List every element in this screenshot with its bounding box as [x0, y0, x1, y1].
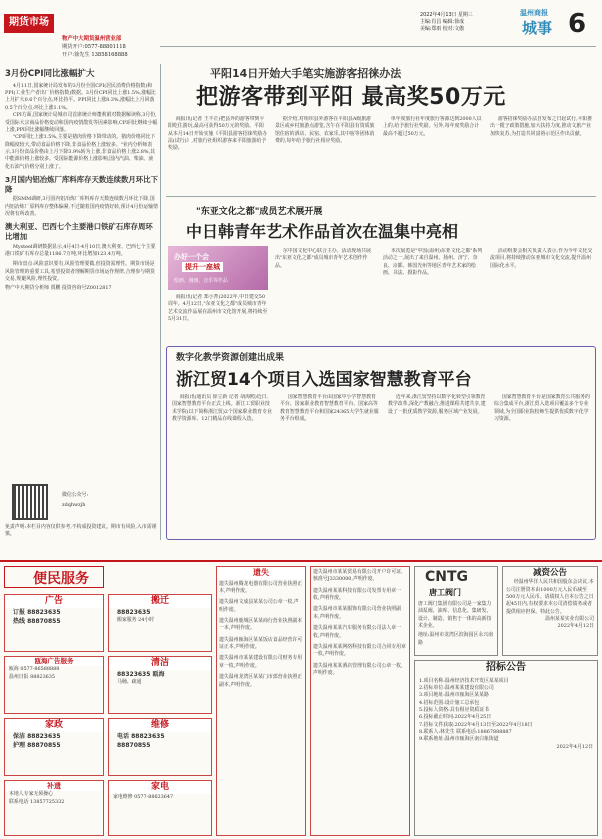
event-logo-line2: 提升一座城: [182, 262, 223, 272]
page-number: 6: [568, 9, 587, 39]
futures-phone: 期货开户:0577-88801118: [62, 44, 126, 50]
reduction-signature: 温州某某实业有限公司: [545, 616, 594, 623]
news-para-5: Mysteel调研数据显示,4月4日-4月10日,澳大利亚、巴西七个主要港口铁矿石库存总量1186.7万吨,环比增加123.4万吨。: [5, 243, 156, 257]
ad-box-7-line2: 88870855: [117, 742, 151, 750]
ad-box-5-line2: 搬家服务 24小时: [117, 617, 155, 624]
tender-date: 2022年4月12日: [556, 743, 593, 750]
qr-id: zdqhwzjh: [62, 502, 86, 508]
story1-title: 把游客带到平阳 最高奖50万元: [196, 85, 506, 110]
ad-box-2-line1: 瓯海 0577-86588888: [9, 666, 60, 673]
left-news-column: [5, 68, 158, 508]
news-headline-2: 3月国内铝冶炼厂库料库存天数连续数月环比下降: [5, 175, 158, 194]
event-logo-caption: 绘画、漫画、音乐等作品: [174, 278, 228, 284]
news-headline-1: 3月份CPI同比涨幅扩大: [5, 69, 95, 79]
event-logo: [168, 246, 268, 290]
ad-box-4-line2: 联系电话 13857725332: [9, 798, 65, 805]
analyst-credit: 物产中大期货分析师 贾鹏 投资咨询号Z0012817: [5, 285, 112, 292]
lost-notice-1: 遗失温州腾龙电器有限公司营业执照正本,声明作废。: [219, 580, 303, 594]
news-para-4: 据SMM调研,3月国内铝冶炼厂库料库存天数连续数月环比下降,国内铝冶炼厂原料库存整体偏紧,不过随着国内疫情好转,预计4月份运输情况将有所改善。: [5, 196, 158, 218]
lost-notices-title: 遗失: [217, 567, 305, 579]
tender-title: 招标公告: [486, 662, 526, 673]
tender-item-2: 2.招标单位:温州某某建设有限公司: [419, 684, 494, 691]
tender-item-8: 8.联系人:林先生 联系电话:18867888887: [419, 729, 512, 736]
story3-col1: 商报讯(通讯员 徐立新 记者 胡海鸥)近日,国家智慧教育平台正式上线。浙江工贸职业技术学院(以下简称浙江贸)2个国家职业教育专业教学资源库、12门精品在线课程入选。: [172, 394, 272, 423]
story2-col3: 本次展览是"中国(温州)东亚文化之都"系列活动之一,展出了来自温州、扬州、济宁、奈良、京都、韩国光州等地区青年艺术家的绘画、书法、摄影作品。: [383, 248, 483, 277]
notice-5: 遗失温州某某网络科技有限公司合同专用章一枚,声明作废。: [313, 643, 406, 658]
ad-box-1-line2: 热线 88870855: [13, 618, 61, 626]
services-title: 便民服务: [33, 571, 89, 587]
notice-1: 遗失温州市某某贸易有限公司开户许可证,核准号J3330000,声明作废。: [313, 569, 403, 583]
notice-3: 遗失温州市某某服饰有限公司营业执照副本,声明作废。: [313, 606, 402, 620]
editor-line: 主编:肖昌 编辑:徐成: [420, 19, 464, 26]
futures-banner: [0, 0, 160, 64]
futures-tag: 期货市场: [4, 14, 54, 33]
ad-box-7-line1: 电话 88823635: [117, 733, 165, 741]
story1-col1: 商报讯(记者 王丰正)把县外的游客带到平阳吃住游玩,最高可获得50万元的奖励。平阳从本月14日开始实施《平阳县游客招徕奖励办法(试行)》,对旅行社组织游客来平阳旅游给予奖励。: [168, 116, 268, 152]
tender-item-6: 6.投标截止时间:2022年4月25日: [419, 714, 492, 721]
story2-col2: 商报讯(记者 郑小菁)2022年,中日建交50周年。4月12日,"东亚文化之都"成员城市青年艺术交流作品展在温州市文化馆开展,将持续至5月31日。: [168, 294, 268, 323]
cntg-desc: 唐工阀门集团有限公司是一家集力油泵阀、油库、信息化、集研发、设计、制造、销售于一体的高新技术企业。: [418, 600, 492, 629]
story3-col2: 国家智慧教育平台由国家中小学智慧教育平台、国家职业教育智慧教育平台、国家高等教育智慧教育平台和国家24365大学生就业服务平台组成。: [280, 394, 379, 423]
lost-notice-2: 遗失温州文成县某某公司公章一枚,声明作废。: [219, 599, 299, 613]
tender-notice: [414, 660, 598, 836]
ad-box-8-line1: 家电维修 0577-88623647: [113, 794, 174, 801]
story3-col3: 近年来,浙江贸坚持以数字化转型引领教育教学改革,深化产教融合,推进课程共建共享,建设了一批优质教学资源,服务区域产业发展。: [388, 394, 486, 415]
ad-box-1-line1: 订报 88823635: [13, 609, 61, 617]
lost-notices-1: [216, 566, 306, 836]
futures-company: 物产中大期货温州营业部: [62, 36, 122, 42]
ad-box-7: [108, 718, 212, 776]
lost-notice-3: 遗失温州鹿城区某某商行营业执照副本一本,声明作废。: [219, 618, 303, 632]
ad-box-1-title: 广告: [5, 595, 103, 608]
lost-notice-5: 遗失温州市某某建设有限公司财务专用章一枚,声明作废。: [219, 655, 303, 669]
ad-box-3: [4, 718, 104, 776]
issue-date: 2022年4月13日 星期三: [420, 12, 473, 18]
news-headline-3: 澳大利亚、巴西七个主要港口铁矿石库存周环比增加: [5, 222, 153, 242]
event-logo-line1: 办好一个会: [174, 253, 209, 261]
ad-box-6-title: 清洁: [109, 657, 211, 670]
services-header: [4, 566, 104, 588]
story1-subtitle: 平阳14日开始大手笔实施游客招徕办法: [210, 67, 402, 80]
brand-top: 温州商报: [520, 9, 548, 17]
ad-box-3-line1: 保洁 88823635: [13, 733, 61, 741]
qr-code: [12, 484, 48, 520]
story1-col4: 游客招徕奖励办法自发布之日起试行,平阳推出一揽子政策措施,加大扶持力度,推动文旅产业加快复苏,为打造共同富裕示范区作出贡献。: [490, 116, 593, 137]
disclaimer: 免责声明:本栏目内容仅供参考,不构成投资建议。期市有风险,入市需谨慎。: [5, 524, 157, 538]
tender-item-7: 7.招标文件获取:2022年4月13日至2022年4月18日: [419, 721, 533, 728]
proof-line: 美编:郑雨 校对:文傲: [420, 26, 464, 33]
ad-box-4-line1: 本地人专家无须操心: [9, 791, 54, 798]
story2-kicker: "东亚文化之都"成员艺术展开展: [196, 207, 323, 217]
story2-title: 中日韩青年艺术作品首次在温集中亮相: [186, 222, 459, 241]
ad-box-6-line2: 马桶、疏通: [117, 679, 142, 686]
story2-col1: 尔中国文化中心联合主办。活动现场共展出"东亚文化之都"成员城市青年艺术创作作品。: [275, 248, 371, 269]
cntg-name: 唐工阀门: [429, 588, 461, 598]
story2-col4: 活动组委会相关负责人表示,作为今年文化交流项目,将持续推动东亚城市文化交流,提升温州国际化水平。: [490, 248, 593, 269]
masthead-meta: [420, 12, 500, 33]
tender-item-5: 5.投标人资格:具有相应资质证书: [419, 706, 489, 713]
risk-note: 期市盘点:风险意识要有,风险管理要做,但投资需理性。期货市场是风险管理的重要工具,希望投资者理解期货市场运作规律,合理参与期货交易,规避风险,理性投资。: [5, 261, 155, 283]
story1-col3: 单年度旅行社年度旅行客源达到2000人以上的,给予旅行社奖励。另外,每年度奖励合计最高不超过50万元。: [383, 116, 482, 137]
futures-contact: 开户:徐先生 13858168888: [62, 52, 128, 58]
tender-item-4: 4.招标范围:设计施工总承包: [419, 699, 480, 706]
ad-box-2-line2: 温州日报 88823635: [9, 673, 56, 680]
story3-col4: 国家智慧教育平台是国家教育公共服务的综合集成平台,浙江贸入选项目覆盖多个专业领域,为全国职业院校师生提供优质数字化学习资源。: [494, 394, 590, 423]
story3-kicker: 数字化教学资源创建出成果: [176, 353, 285, 363]
news-para-1: 4月11日,国家统计局发布的3月份全国CPI(居民消费价格指数)和PPI(工业生产者出厂价格指数)数据。3月份CPI同比上涨1.5%,涨幅比上月扩大0.6个百分点;环比持平。PPI同比上涨8.3%,涨幅比上月回落0.5个百分点;环比上涨1.1%。: [5, 82, 156, 111]
notice-4: 遗失温州某某汽车服务有限公司法人章一枚,声明作废。: [313, 625, 402, 639]
tender-item-3: 3.项目地址:温州市瓯海区某某路: [419, 692, 489, 699]
ad-box-5-title: 搬迁: [109, 595, 211, 608]
ad-box-3-title: 家政: [5, 719, 103, 732]
reduction-title: 减资公告: [532, 568, 567, 578]
section-title: 城事: [522, 19, 553, 37]
ad-box-7-title: 维修: [109, 719, 211, 732]
ad-box-8: [108, 780, 212, 836]
tender-item-1: 1.项目名称:温州经济技术开发区某某项目: [419, 677, 509, 684]
ad-box-5-line1: 88823635: [117, 609, 151, 617]
lost-notice-6: 遗失温州龙湾区某某门市部营业执照正副本,声明作废。: [219, 674, 303, 688]
ad-box-4: [4, 780, 104, 836]
news-para-2: CPI方面,国家统计局城市司首席统计师董莉娟对数据解读称,3月份,受国际大宗商品价格变动和国内疫情散发等因素影响,CPI同比继续小幅上涨,PPI同比涨幅继续回落。: [5, 112, 158, 133]
ad-box-2: [4, 656, 104, 714]
ad-box-3-line2: 护理 88870855: [13, 742, 61, 750]
news-para-3: "CPI同比上涨1.5%,主要是猪肉价格下降带动的。猪肉价格同比下降幅度较大,带动食品价格下降,非食品价格上涨较多。"业内分析师表示,3月份食品价格由上月下降3.9%转为上涨,非食品价格上涨2.8%,其中能源价格上涨较多。受国际能源价格上涨影响,国内汽油、柴油、液化石油气价格分别上涨了。: [5, 134, 156, 170]
qr-label: 微信公众号:: [62, 492, 89, 498]
cntg-address: 地址:温州市龙湾区滨海园区永兴南路: [418, 632, 494, 646]
ad-box-6-line1: 88323635 瓯海: [117, 671, 165, 679]
lost-notice-4: 遗失温州瓯海区某某饭店食品经营许可证正本,声明作废。: [219, 636, 303, 651]
notice-6: 遗失温州某某酒店管理有限公司公章一枚,声明作废。: [313, 662, 403, 676]
ad-box-4-title: 补遗: [5, 781, 103, 791]
story3-title: 浙江贸14个项目入选国家智慧教育平台: [176, 370, 472, 390]
lost-notices-2: [310, 566, 410, 836]
ad-box-8-title: 家电: [109, 781, 211, 794]
cntg-logo: CNTG: [425, 569, 469, 585]
reduction-body: 经温州华洋人民共和国股东会决议,本公司注册资本由1000万元人民币减至500万元人民币。请债权人自本公告之日起45日内,有权要求本公司清偿债务或者提供相应担保。特此公告。: [506, 579, 594, 615]
ad-box-1: [4, 594, 104, 652]
ad-box-5: [108, 594, 212, 652]
capital-reduction-notice: [502, 566, 598, 656]
ad-box-2-title: 瓯海广告服务: [5, 657, 103, 666]
story1-col2: 据介绍,对组织县外游客在平阳县A级旅游景区或乡村旅游点游览,含午在平阳县有资质旅馆住宿的酒店、民宿、农家乐,其中宿等团体消费的,每年给予旅行社相应奖励。: [275, 116, 375, 145]
tender-item-9: 9.联系地址:温州市瓯海区南白象街道: [419, 736, 499, 743]
cntg-ad: [414, 566, 498, 656]
reduction-date: 2022年4月12日: [557, 623, 594, 630]
notice-2: 遗失温州某某科技有限公司发票专用章一枚,声明作废。: [313, 587, 402, 602]
ad-box-6: [108, 656, 212, 714]
